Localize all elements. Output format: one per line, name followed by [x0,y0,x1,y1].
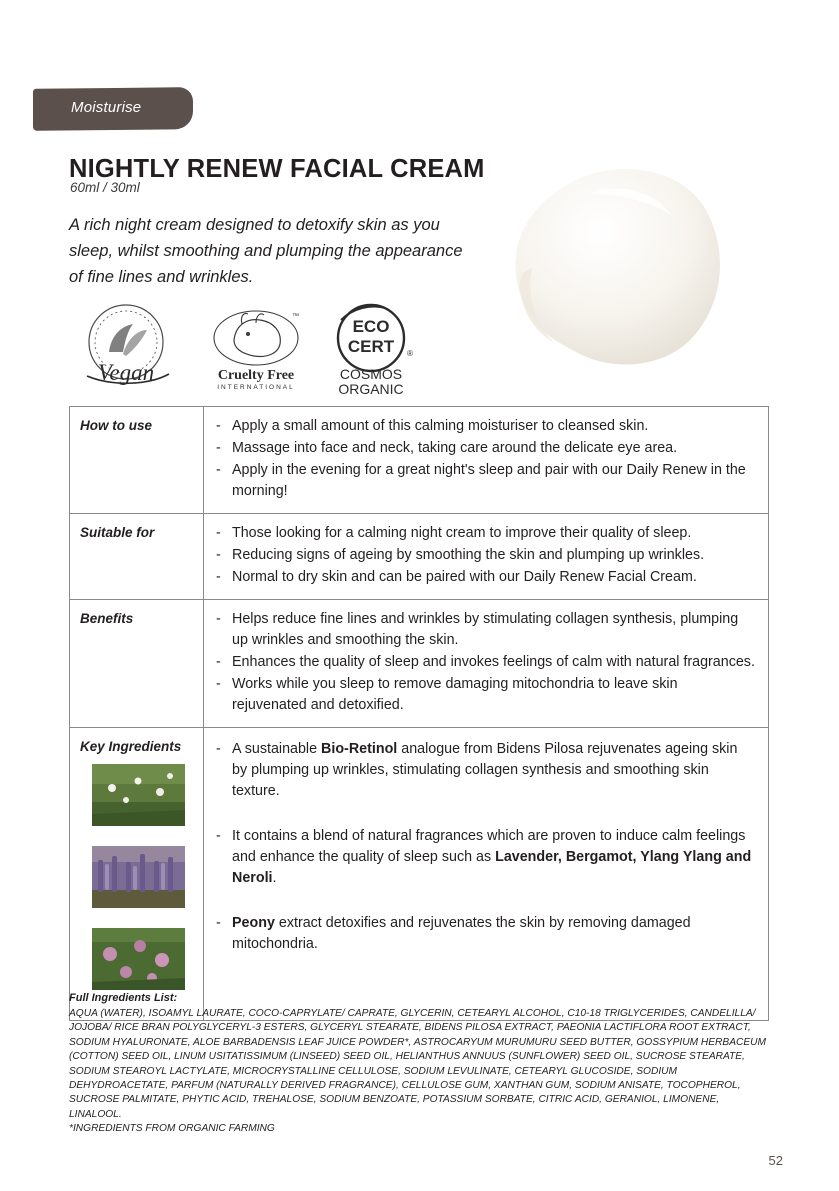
full-ingredients-section [69,992,774,1137]
list-item: - Peony extract detoxifies and rejuvenates the skin by removing damaged mitochondria. [204,913,756,955]
svg-text:CERT: CERT [347,337,395,356]
svg-text:™: ™ [292,313,299,320]
row-body-how-to-use [204,407,768,513]
svg-text:ECO: ECO [352,317,390,336]
key-ingredients-left-column [70,728,204,1020]
key-ingredients-body [204,728,768,1020]
bidens-pilosa-photo [92,764,185,826]
product-sizes: 60ml / 30ml [70,180,140,195]
list-item: - Works while you sleep to remove damaging mitochondria to leave skin rejuvenated and detoxified. [204,674,756,716]
table-row-benefits [70,600,768,728]
list-item: - Apply in the evening for a great night's sleep and pair with our Daily Renew in the morning! [204,460,756,502]
product-details-table [69,406,769,1021]
list-item: - Apply a small amount of this calming moisturiser to cleansed skin. [204,416,756,437]
svg-text:Cruelty Free: Cruelty Free [217,368,295,383]
svg-text:ORGANIC: ORGANIC [338,381,404,397]
full-ingredients-body: AQUA (WATER), ISOAMYL LAURATE, COCO-CAPRYLATE/ CAPRATE, GLYCERIN, CETEARYL ALCOHOL, C10-18 TRIGLYCERIDES, CANDELILLA/ JOJOBA/ RICE BRAN POLYGLYCERYL-3 ESTERS, GLYCERYL STEARATE, BIDENS PILOSA EXTRACT, PAEONIA LACTIFLORA ROOT EXTRACT, SODIUM HYALURONATE, ALOE BARBADENSIS LEAF JUICE POWDER*, ASTROCARYUM MURUMURU SEED BUTTER, GOSSYPIUM HERBACEUM (COTTON) SEED OIL, LINUM USITATISSIMUM (LINSEED) SEED OIL, HELIANTHUS ANNUUS (SUNFLOWER) SEED OIL, SUCROSE STEARATE, SODIUM STEAROYL LACTYLATE, MICROCRYSTALLINE CELLULOSE, SODIUM LEVULINATE, CETEARYL GLUCOSIDE, SODIUM DEHYDROACETATE, PARFUM (NATURALLY DERIVED FRAGRANCE), CELLULOSE GUM, XANTHAN GUM, SODIUM ANISATE, TOCOPHEROL, SUCROSE PALMITATE, PHYTIC ACID, TREHALOSE, SODIUM BENZOATE, POTASSIUM SORBATE, CITRIC ACID, GERANIOL, LIMONENE, LINALOOL. [69,1008,766,1120]
table-row-suitable-for [70,514,768,600]
row-body-benefits [204,600,768,727]
category-tag-label: Moisturise [71,99,142,116]
row-label-suitable-for: Suitable for [70,514,204,599]
svg-text:®: ® [407,349,413,358]
lavender-field-photo [92,846,185,908]
row-label-benefits: Benefits [70,600,204,727]
svg-text:COSMOS: COSMOS [339,366,403,382]
full-ingredients-title: Full Ingredients List: [69,992,178,1004]
list-item: - It contains a blend of natural fragrances which are proven to induce calm feelings and enhance the quality of sleep such as Lavender, Bergamot, Ylang Ylang and Neroli. [204,826,756,889]
full-ingredients-note: *INGREDIENTS FROM ORGANIC FARMING [69,1123,275,1135]
list-item: - Helps reduce fine lines and wrinkles by stimulating collagen synthesis, plumping up wrinkles and smoothing the skin. [204,609,756,651]
product-intro: A rich night cream designed to detoxify skin as you sleep, whilst smoothing and plumping the appearance of fine lines and wrinkles. [69,216,463,286]
page-number: 52 [768,1153,783,1168]
row-body-suitable-for [204,514,768,599]
row-label-how-to-use: How to use [70,407,204,513]
certification-badges [69,300,429,400]
row-label-key-ingredients: Key Ingredients [80,739,182,754]
svg-text:Vegan: Vegan [97,360,155,385]
table-row-how-to-use [70,407,768,514]
cruelty-free-badge [204,300,309,400]
category-tag [33,88,193,130]
list-item: - Enhances the quality of sleep and invokes feelings of calm with natural fragrances. [204,652,756,673]
ecocert-cosmos-badge [319,300,429,403]
product-cream-swatch-image [492,158,732,373]
vegan-badge [71,300,189,397]
list-item: - Those looking for a calming night cream to improve their quality of sleep. [204,523,756,544]
list-item: - Massage into face and neck, taking care around the delicate eye area. [204,438,756,459]
svg-text:INTERNATIONAL: INTERNATIONAL [217,384,295,391]
list-item: - A sustainable Bio-Retinol analogue from Bidens Pilosa rejuvenates ageing skin by plumping up wrinkles, stimulating collagen synthesis and smoothing skin texture. [204,739,756,802]
table-row-key-ingredients [70,728,768,1021]
page-title: NIGHTLY RENEW FACIAL CREAM [69,155,485,183]
list-item: - Reducing signs of ageing by smoothing the skin and plumping up wrinkles. [204,545,756,566]
peony-flowers-photo [92,928,185,990]
list-item: - Normal to dry skin and can be paired with our Daily Renew Facial Cream. [204,567,756,588]
